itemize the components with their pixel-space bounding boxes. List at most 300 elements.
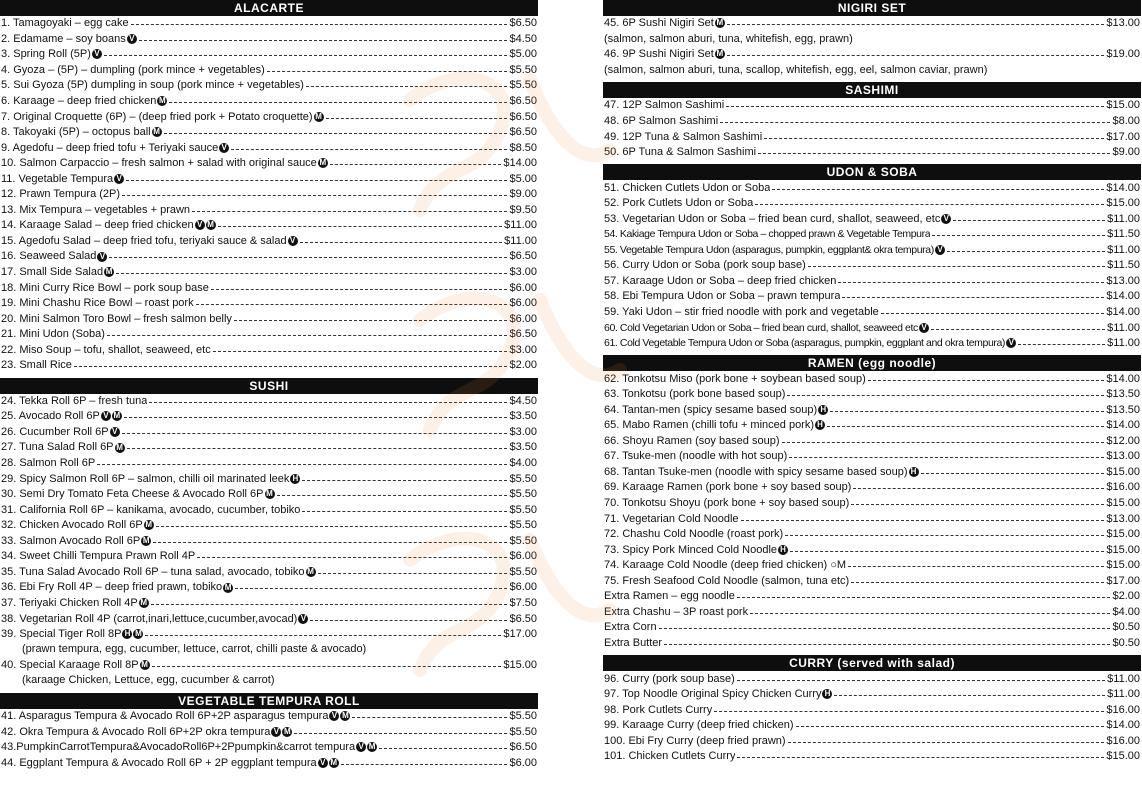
menu-item <box>0 342 538 358</box>
menu-item <box>0 234 538 250</box>
menu-item-name-text: 97. Top Noodle Original Spicy Chicken Curry <box>604 688 822 701</box>
menu-item-name <box>604 145 756 160</box>
dotted-leader <box>139 40 508 41</box>
menu-item <box>0 471 538 487</box>
menu-item-name-text: 35. Tuna Salad Avocado Roll 6P – tuna salad, avocado, tobiko <box>1 565 305 578</box>
menu-item-name-text: 56. Curry Udon or Soba (pork soup base) <box>604 259 806 272</box>
menu-item-name <box>1 156 328 171</box>
menu-item-name <box>1 596 149 611</box>
menu-item <box>603 589 1141 605</box>
menu-item-name-text: 23. Small Rice <box>1 359 72 372</box>
menu-item-name <box>604 274 836 289</box>
diet-badges <box>298 614 308 624</box>
menu-item-name-text: 50. 6P Tuna & Salmon Sashimi <box>604 146 757 159</box>
menu-item-price: $6.50 <box>509 328 537 341</box>
menu-item-price: $13.00 <box>1106 274 1140 287</box>
menu-item <box>0 425 538 441</box>
vegetarian-badge-icon: V <box>127 34 137 44</box>
vegetarian-badge-icon: V <box>941 214 951 224</box>
menu-item-price: $6.50 <box>509 17 537 30</box>
menu-item-name-text: 66. Shoyu Ramen (soy based soup) <box>604 434 780 447</box>
dotted-leader <box>107 335 508 336</box>
menu-item-name <box>1 47 102 62</box>
menu-item-name <box>604 449 787 464</box>
vegetarian-badge-icon: V <box>919 323 929 333</box>
menu-item-name <box>604 749 735 764</box>
menu-item-name-text: 42. Okra Tempura & Avocado Roll 6P+2P okra tempura <box>1 725 271 738</box>
menu-item <box>0 565 538 581</box>
menu-item-name-text: 33. Salmon Avocado Roll 6P <box>1 534 141 547</box>
menu-item-name <box>604 47 725 62</box>
menu-item <box>0 580 538 596</box>
menu-item <box>0 394 538 410</box>
menu-item-name-text: 27. Tuna Salad Roll 6P <box>1 441 114 454</box>
menu-item-name-text: 15. Agedofu Salad – deep fried tofu, teriyaki sauce & salad <box>1 234 287 247</box>
menu-item-name-text: 21. Mini Udon (Soba) <box>1 328 105 341</box>
menu-item <box>603 702 1141 718</box>
menu-item <box>603 16 1141 32</box>
menu-item <box>603 749 1141 765</box>
dotted-leader <box>842 297 1104 298</box>
menu-item-name-text: 74. Karaage Cold Noodle (deep fried chicken) ○M <box>604 559 847 572</box>
diet-badges <box>265 489 275 499</box>
dotted-leader <box>659 628 1111 629</box>
menu-item-name <box>1 456 95 471</box>
dotted-leader <box>156 526 508 527</box>
dotted-leader <box>97 464 507 465</box>
menu-item-name <box>1 518 154 533</box>
mayo-badge-icon: M <box>145 520 152 530</box>
menu-item-name <box>1 627 143 642</box>
dotted-leader <box>755 204 1104 205</box>
dotted-leader <box>931 329 1105 330</box>
menu-item-price: $5.50 <box>509 79 537 92</box>
menu-item-name <box>1 756 339 771</box>
diet-badges <box>110 427 120 437</box>
menu-item-price: $0.50 <box>1112 636 1140 649</box>
menu-item-price: $3.00 <box>509 343 537 356</box>
menu-item-price: $2.00 <box>1112 590 1140 603</box>
menu-item-price: $4.00 <box>1112 605 1140 618</box>
menu-item-price: $4.50 <box>509 32 537 45</box>
menu-item <box>0 16 538 32</box>
menu-item <box>0 218 538 234</box>
menu-item-price: $15.00 <box>1106 197 1140 210</box>
menu-item <box>0 265 538 281</box>
menu-item <box>603 196 1141 212</box>
menu-item <box>603 129 1141 145</box>
menu-item <box>603 402 1141 418</box>
menu-item-name <box>604 703 712 718</box>
menu-item-price: $14.00 <box>503 157 537 170</box>
dotted-leader <box>164 133 508 134</box>
dotted-leader <box>848 566 1104 567</box>
menu-item-price: $5.50 <box>509 519 537 532</box>
right-column <box>603 0 1141 765</box>
menu-item-name-text: 37. Teriyaki Chicken Roll 4P <box>1 596 138 609</box>
diet-badges <box>157 96 167 106</box>
menu-item-name <box>604 418 825 433</box>
dotted-leader <box>741 520 1105 521</box>
menu-item-price: $5.50 <box>509 710 537 723</box>
menu-item-name <box>1 296 194 311</box>
dotted-leader <box>153 542 507 543</box>
menu-item-name <box>1 358 72 373</box>
menu-item-name <box>1 234 298 249</box>
menu-item-price: $13.00 <box>1106 450 1140 463</box>
mayo-badge-icon: M <box>716 18 724 28</box>
menu-item <box>0 156 538 172</box>
menu-item <box>603 636 1141 652</box>
dotted-leader <box>330 164 502 165</box>
dotted-leader <box>830 411 1104 412</box>
mayo-badge-icon: M <box>141 660 148 670</box>
menu-item-name <box>1 110 324 125</box>
menu-item-name <box>1 63 265 78</box>
menu-item-price: $11.00 <box>1107 212 1140 225</box>
menu-item-name <box>604 718 794 733</box>
menu-item <box>603 465 1141 481</box>
menu-item-price: $6.00 <box>509 281 537 294</box>
menu-item-price: $3.50 <box>509 410 537 423</box>
menu-item-name-text: 34. Sweet Chilli Tempura Prawn Roll 4P <box>1 550 196 563</box>
dotted-leader <box>947 251 1105 252</box>
menu-item-price: $6.50 <box>509 741 537 754</box>
dotted-leader <box>838 282 1104 283</box>
dotted-leader <box>109 257 507 258</box>
menu-item <box>0 32 538 48</box>
menu-item-name <box>1 312 232 327</box>
menu-section-ramen-egg-noodle <box>603 351 1141 651</box>
diet-badges <box>97 252 107 262</box>
dotted-leader <box>796 726 1105 727</box>
menu-item-name-text: 64. Tantan-men (spicy sesame based soup) <box>604 403 818 416</box>
menu-item-name <box>604 496 849 511</box>
dotted-leader <box>124 417 508 418</box>
menu-item-name <box>604 130 762 145</box>
dotted-leader <box>785 535 1104 536</box>
menu-item-name-text: 57. Karaage Udon or Soba – deep fried chicken <box>604 274 837 287</box>
menu-item-name-text: 12. Prawn Tempura (2P) <box>1 188 121 201</box>
menu-item <box>0 440 538 456</box>
menu-item-price: $14.00 <box>1106 419 1140 432</box>
menu-item-price: $6.50 <box>509 126 537 139</box>
menu-item-name-text: 9. Agedofu – deep fried tofu + Teriyaki sauce <box>1 141 219 154</box>
menu-item <box>0 611 538 627</box>
menu-item <box>0 249 538 265</box>
diet-badges <box>329 711 350 721</box>
menu-item-price: $16.00 <box>1106 734 1140 747</box>
dotted-leader <box>149 402 507 403</box>
menu-item-name <box>604 289 840 304</box>
menu-item <box>0 94 538 110</box>
menu-item-price: $4.50 <box>509 394 537 407</box>
dotted-leader <box>169 102 507 103</box>
dotted-leader <box>772 189 1104 190</box>
menu-item-price: $6.00 <box>509 581 537 594</box>
menu-item <box>603 98 1141 114</box>
menu-item-name <box>1 425 120 440</box>
mayo-badge-icon: M <box>142 535 150 545</box>
menu-item-price: $17.00 <box>503 628 537 641</box>
menu-item-name <box>1 549 195 564</box>
menu-item-name-text: 16. Seaweed Salad <box>1 250 97 263</box>
dotted-leader <box>306 86 508 87</box>
menu-item-price: $5.00 <box>509 48 537 61</box>
menu-item-name-text: 7. Original Croquette (6P) – (deep fried pork + Potato croquette) <box>1 110 313 123</box>
menu-item-name-text: 67. Tsuke-men (noodle with hot soup) <box>604 450 788 463</box>
menu-item-price: $5.00 <box>509 172 537 185</box>
menu-item-description: (salmon, salmon aburi, tuna, scallop, whitefish, egg, eel, salmon caviar, prawn) <box>604 63 988 76</box>
menu-item-price: $11.00 <box>1107 337 1140 350</box>
menu-item-price: $5.50 <box>509 472 537 485</box>
menu-item <box>0 534 538 550</box>
menu-item-name <box>1 472 300 487</box>
menu-item-name <box>604 620 657 635</box>
menu-item <box>603 387 1141 403</box>
menu-item-name <box>1 281 209 296</box>
menu-section-vegetable-tempura-roll <box>0 689 538 771</box>
menu-item-name <box>1 612 308 627</box>
dotted-leader <box>789 457 1104 458</box>
menu-item-price: $0.50 <box>1112 621 1140 634</box>
menu-item-price: $14.00 <box>1106 181 1140 194</box>
dotted-leader <box>310 620 507 621</box>
menu-item-name <box>604 687 832 702</box>
menu-item-name-text: 13. Mix Tempura – vegetables + prawn <box>1 203 191 216</box>
menu-item-name-text: Extra Butter <box>604 636 663 649</box>
dotted-leader <box>953 220 1105 221</box>
menu-item-price: $13.50 <box>1106 388 1140 401</box>
diet-badges <box>144 520 154 530</box>
menu-item <box>0 518 538 534</box>
menu-item-name <box>604 321 929 336</box>
menu-item-name-text: 62. Tonkotsu Miso (pork bone + soybean based soup) <box>604 372 866 385</box>
mayo-badge-icon: M <box>307 566 314 576</box>
diet-badges <box>715 49 725 59</box>
menu-item-name <box>604 672 735 687</box>
menu-item-name-text: 5. Sui Gyoza (5P) dumpling in soup (pork mince + vegetables) <box>1 79 304 92</box>
dotted-leader <box>750 613 1110 614</box>
menu-item <box>603 180 1141 196</box>
menu-item-name-text: 72. Chashu Cold Noodle (roast pork) <box>604 528 784 541</box>
menu-item-price: $11.00 <box>1107 243 1140 256</box>
menu-item <box>603 542 1141 558</box>
diet-badges <box>778 545 788 555</box>
menu-item-name-text: 73. Spicy Pork Minced Cold Noodle <box>604 543 778 556</box>
vegetarian-badge-icon: V <box>288 236 298 246</box>
menu-item-name-text: 75. Fresh Seafood Cold Noodle (salmon, tuna etc) <box>604 574 850 587</box>
menu-item <box>603 320 1141 336</box>
section-header: RAMEN (egg noodle) <box>603 355 1141 371</box>
menu-item-price: $11.50 <box>1107 259 1140 272</box>
menu-item-name <box>604 543 788 558</box>
menu-item <box>603 449 1141 465</box>
menu-item-name-text: 99. Karaage Curry (deep fried chicken) <box>604 719 794 732</box>
diet-badges <box>715 18 725 28</box>
menu-item-name-text: 55. Vegetable Tempura Udon (asparagus, pumpkin, eggplant& okra tempura) <box>604 243 934 256</box>
menu-item-name-text: 53. Vegetarian Udon or Soba – fried bean curd, shallot, seaweed, etc <box>604 212 941 225</box>
menu-item-price: $15.00 <box>1106 99 1140 112</box>
mayo-badge-icon: M <box>113 411 121 421</box>
menu-item-price: $11.00 <box>1107 321 1140 334</box>
menu-item <box>603 687 1141 703</box>
menu-item-name <box>604 227 930 242</box>
menu-section-alacarte <box>0 0 538 374</box>
menu-item-name-text: 44. Eggplant Tempura & Avocado Roll 6P + 2P eggplant tempura <box>1 756 317 769</box>
vegetarian-badge-icon: V <box>97 252 107 262</box>
menu-item-price: $15.00 <box>1106 750 1140 763</box>
menu-item-price: $6.50 <box>509 612 537 625</box>
dotted-leader <box>921 473 1105 474</box>
diet-badges <box>141 536 151 546</box>
menu-item-price: $13.00 <box>1106 512 1140 525</box>
menu-item-name <box>1 709 350 724</box>
menu-item-name-text: 20. Mini Salmon Toro Bowl – fresh salmon belly <box>1 312 232 325</box>
mayo-badge-icon: M <box>330 757 337 767</box>
dotted-leader <box>326 118 508 119</box>
dotted-leader <box>727 24 1104 25</box>
menu-item-name <box>1 534 151 549</box>
menu-item-price: $6.00 <box>509 297 537 310</box>
menu-item <box>603 258 1141 274</box>
dotted-leader <box>853 488 1104 489</box>
menu-item <box>0 327 538 343</box>
menu-item-name <box>604 574 849 589</box>
menu-item <box>0 109 538 125</box>
menu-item-price: $11.00 <box>504 219 537 232</box>
hot-badge-icon: H <box>778 545 788 555</box>
mayo-badge-icon: M <box>319 158 327 168</box>
menu-item-price: $15.00 <box>503 659 537 672</box>
menu-item-name <box>604 589 735 604</box>
menu-item-price: $14.00 <box>1106 290 1140 303</box>
menu-item-price: $6.00 <box>509 756 537 769</box>
menu-item <box>0 502 538 518</box>
menu-item-price: $6.50 <box>509 95 537 107</box>
dotted-leader <box>318 573 508 574</box>
menu-item <box>603 496 1141 512</box>
dotted-leader <box>782 442 1105 443</box>
menu-item-name <box>604 465 919 480</box>
dotted-leader <box>294 733 507 734</box>
vegetarian-badge-icon: V <box>195 220 205 230</box>
diet-badges <box>122 629 143 639</box>
menu-item <box>0 78 538 94</box>
menu-item <box>0 627 538 643</box>
menu-item-name-text: 24. Tekka Roll 6P – fresh tuna <box>1 394 148 407</box>
mayo-badge-icon: M <box>266 489 273 499</box>
dotted-leader <box>1018 344 1105 345</box>
menu-item-price: $5.50 <box>509 565 537 578</box>
menu-item-name-text: 46. 9P Sushi Nigiri Set <box>604 48 714 61</box>
vegetarian-badge-icon: V <box>318 758 328 768</box>
menu-item <box>0 171 538 187</box>
menu-section-udon-soba <box>603 160 1141 351</box>
mayo-badge-icon: M <box>158 96 166 106</box>
dotted-leader <box>122 195 507 196</box>
mayo-badge-icon: M <box>716 49 724 59</box>
dotted-leader <box>758 153 1110 154</box>
menu-item <box>603 47 1141 63</box>
dotted-leader <box>151 604 508 605</box>
mayo-badge-icon: M <box>135 629 142 639</box>
menu-section-nigiri-set <box>603 0 1141 78</box>
section-header: CURRY (served with salad) <box>603 655 1141 671</box>
dotted-leader <box>352 717 507 718</box>
menu-item-name-text: Extra Corn <box>604 621 657 634</box>
menu-item-price: $13.50 <box>1106 403 1140 416</box>
menu-item-name <box>604 372 866 387</box>
menu-item-name-text: 101. Chicken Cutlets Curry <box>604 750 736 763</box>
menu-item-name-text: 43.PumpkinCarrotTempura&AvocadoRoll6P+2Ppumpkin&carrot tempura <box>1 741 356 754</box>
mayo-badge-icon: M <box>116 442 123 452</box>
dotted-leader <box>197 557 507 558</box>
diet-badges <box>815 420 825 430</box>
menu-item-name <box>1 218 216 233</box>
diet-badges <box>818 405 828 415</box>
dotted-leader <box>277 495 508 496</box>
menu-item <box>0 549 538 565</box>
menu-item-price: $4.00 <box>509 457 537 470</box>
diet-badges <box>101 411 122 421</box>
menu-item-name-text: 61. Cold Vegetable Tempura Udon or Soba (asparagus, pumpkin, eggplant and okra tempura) <box>604 337 1006 350</box>
diet-badges <box>356 742 377 752</box>
menu-item <box>603 211 1141 227</box>
menu-item-name <box>1 440 125 455</box>
menu-item-price: $5.50 <box>509 534 537 547</box>
menu-item-name <box>1 187 120 202</box>
menu-item-name <box>1 203 190 218</box>
menu-item <box>0 487 538 503</box>
menu-item-name-text: 18. Mini Curry Rice Bowl – pork soup base <box>1 281 209 294</box>
dotted-leader <box>834 695 1105 696</box>
menu-item-name-text: 25. Avocado Roll 6P <box>1 410 100 423</box>
menu-item <box>0 409 538 425</box>
menu-item-name <box>604 403 828 418</box>
menu-item-name <box>604 336 1016 351</box>
menu-item <box>603 371 1141 387</box>
menu-item <box>0 311 538 327</box>
menu-item-price: $17.00 <box>1106 574 1140 587</box>
diet-badges <box>92 49 102 59</box>
section-header: ALACARTE <box>0 0 538 16</box>
mayo-badge-icon: M <box>284 726 291 736</box>
menu-item-price: $14.00 <box>1106 372 1140 385</box>
menu-item-name-text: 30. Semi Dry Tomato Feta Cheese & Avocado Roll 6P <box>1 488 264 501</box>
menu-item-name <box>604 480 851 495</box>
menu-item <box>603 418 1141 434</box>
diet-badges <box>306 567 316 577</box>
menu-item-name-text: 41. Asparagus Tempura & Avocado Roll 6P+2P asparagus tempura <box>1 710 329 723</box>
menu-item-name-text: 19. Mini Chashu Rice Bowl – roast pork <box>1 297 194 310</box>
diet-badges <box>127 34 137 44</box>
dotted-leader <box>127 448 508 449</box>
diet-badges <box>935 245 945 255</box>
menu-item-price: $17.00 <box>1106 130 1140 143</box>
menu-item-price: $8.50 <box>509 141 537 154</box>
mayo-badge-icon: M <box>105 267 113 277</box>
dotted-leader <box>788 742 1105 743</box>
dotted-leader <box>664 644 1110 645</box>
diet-badges <box>223 583 233 593</box>
menu-item-price: $11.00 <box>1107 672 1140 685</box>
menu-item <box>0 596 538 612</box>
menu-item-name-text: 59. Yaki Udon – stir fried noodle with pork and vegetable <box>604 306 879 319</box>
menu-item-price: $12.00 <box>1106 434 1140 447</box>
diet-badges <box>1006 338 1016 348</box>
menu-item-name-text: Extra Chashu – 3P roast pork <box>604 605 749 618</box>
